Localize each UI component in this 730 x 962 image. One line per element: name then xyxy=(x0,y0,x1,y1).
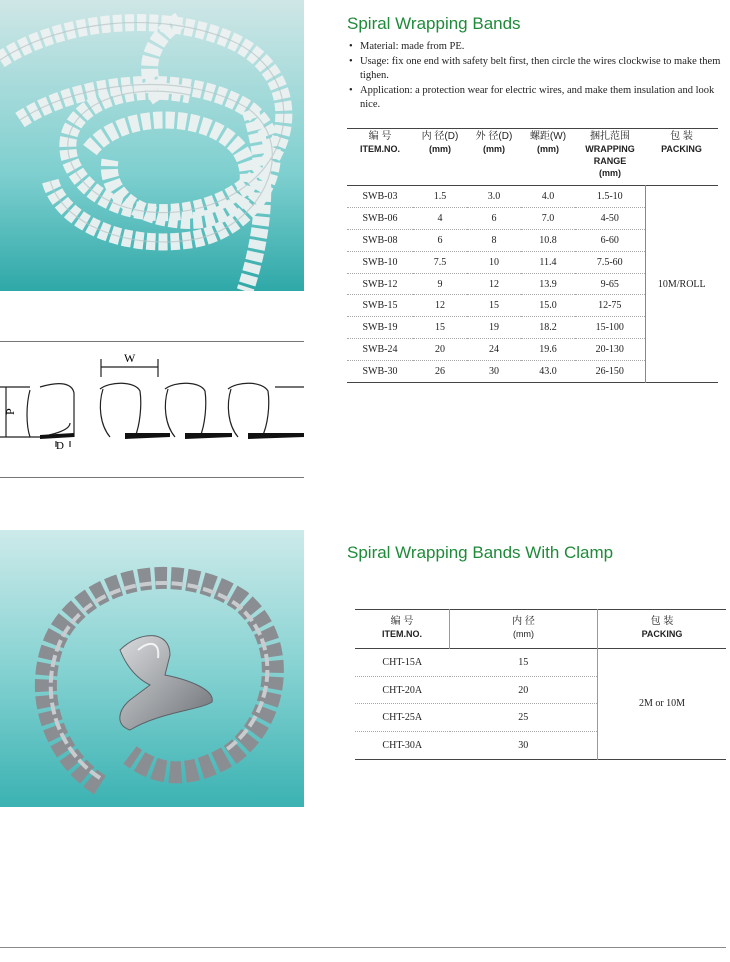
header-inner-dia: 内 径 (mm) xyxy=(450,610,598,649)
header-item-no: 编 号 ITEM.NO. xyxy=(355,610,450,649)
cell-inner: 30 xyxy=(450,732,598,760)
header-pitch: 螺距(W) (mm) xyxy=(529,131,567,154)
cell-pitch: 10.8 xyxy=(521,229,575,251)
table-row xyxy=(355,649,726,677)
bullet-material: • Material: made from PE. xyxy=(347,40,727,55)
cell-pitch: 4.0 xyxy=(521,186,575,208)
bullet-application: • Application: a protection wear for electric wires, and make them insulation and look nice. xyxy=(347,84,727,113)
diagram-bottom-rule xyxy=(0,477,304,478)
cell-outer: 15 xyxy=(467,295,521,317)
cell-range: 20-130 xyxy=(575,339,645,361)
cell-pitch: 13.9 xyxy=(521,273,575,295)
feature-list xyxy=(347,40,727,113)
cell-item: SWB-19 xyxy=(347,317,413,339)
cell-outer: 10 xyxy=(467,251,521,273)
cell-inner: 7.5 xyxy=(413,251,467,273)
cell-item: CHT-15A xyxy=(355,649,450,677)
cell-outer: 8 xyxy=(467,229,521,251)
cell-pitch: 11.4 xyxy=(521,251,575,273)
cell-item: SWB-08 xyxy=(347,229,413,251)
bullet-usage: • Usage: fix one end with safety belt first, then circle the wires clockwise to make them tighen. xyxy=(347,55,727,84)
cell-item: SWB-15 xyxy=(347,295,413,317)
table-row xyxy=(347,186,718,208)
cell-range: 26-150 xyxy=(595,366,624,378)
cell-item: SWB-24 xyxy=(347,339,413,361)
diagram-top-rule xyxy=(0,341,304,342)
cell-item: SWB-06 xyxy=(347,207,413,229)
cell-packing: 10M/ROLL xyxy=(645,186,718,383)
table-header-row xyxy=(355,610,726,649)
cell-pitch: 19.6 xyxy=(521,339,575,361)
cell-inner: 15 xyxy=(413,317,467,339)
cell-range: 7.5-60 xyxy=(575,251,645,273)
header-outer-dia: 外 径(D) (mm) xyxy=(475,131,513,154)
label-d: D xyxy=(56,440,64,452)
spiral-dimension-diagram xyxy=(0,345,304,475)
table-header-row xyxy=(347,129,718,186)
header-wrapping-range: 捆扎范围 WRAPPING RANGE (mm) xyxy=(585,131,635,178)
cell-item: SWB-03 xyxy=(347,186,413,208)
cell-range: 4-50 xyxy=(575,207,645,229)
cell-inner: 6 xyxy=(413,229,467,251)
cell-item: CHT-30A xyxy=(382,739,423,751)
cell-range: 12-75 xyxy=(575,295,645,317)
cell-outer: 3.0 xyxy=(467,186,521,208)
cell-outer: 19 xyxy=(467,317,521,339)
cell-outer: 30 xyxy=(489,366,499,378)
cell-inner: 20 xyxy=(450,676,598,704)
spiral-bands-spec-table xyxy=(347,128,718,383)
cell-pitch: 43.0 xyxy=(539,366,557,378)
cell-pitch: 7.0 xyxy=(521,207,575,229)
cell-inner: 12 xyxy=(413,295,467,317)
header-packing: 包 装 PACKING xyxy=(661,131,702,154)
cell-outer: 12 xyxy=(467,273,521,295)
cell-pitch: 15.0 xyxy=(521,295,575,317)
cell-inner: 25 xyxy=(450,704,598,732)
cell-item: SWB-30 xyxy=(362,366,398,378)
section2-title: Spiral Wrapping Bands With Clamp xyxy=(347,543,614,562)
cell-outer: 6 xyxy=(467,207,521,229)
cell-inner: 20 xyxy=(413,339,467,361)
cell-range: 9-65 xyxy=(575,273,645,295)
cell-range: 1.5-10 xyxy=(575,186,645,208)
clamp-spec-table xyxy=(355,609,726,760)
cell-item: SWB-10 xyxy=(347,251,413,273)
header-packing: 包 装 PACKING xyxy=(641,616,683,639)
spiral-bands-photo xyxy=(0,0,304,291)
page-bottom-rule xyxy=(0,947,726,948)
cell-inner: 4 xyxy=(413,207,467,229)
cell-range: 15-100 xyxy=(575,317,645,339)
cell-inner: 9 xyxy=(413,273,467,295)
header-inner-dia: 内 径(D) (mm) xyxy=(421,131,459,154)
cell-pitch: 18.2 xyxy=(521,317,575,339)
cell-outer: 24 xyxy=(467,339,521,361)
header-item-no: 编 号 ITEM.NO. xyxy=(360,131,400,154)
cell-range: 6-60 xyxy=(575,229,645,251)
cell-inner: 26 xyxy=(435,366,445,378)
cell-item: SWB-12 xyxy=(347,273,413,295)
cell-packing: 2M or 10M xyxy=(638,698,686,710)
cell-item: CHT-20A xyxy=(355,676,450,704)
cell-inner: 15 xyxy=(450,649,598,677)
cell-item: CHT-25A xyxy=(355,704,450,732)
cell-inner: 1.5 xyxy=(413,186,467,208)
label-w: W xyxy=(124,351,136,365)
label-p: P xyxy=(3,408,17,415)
spiral-clamp-photo xyxy=(0,530,304,807)
section1-title: Spiral Wrapping Bands xyxy=(347,14,521,33)
